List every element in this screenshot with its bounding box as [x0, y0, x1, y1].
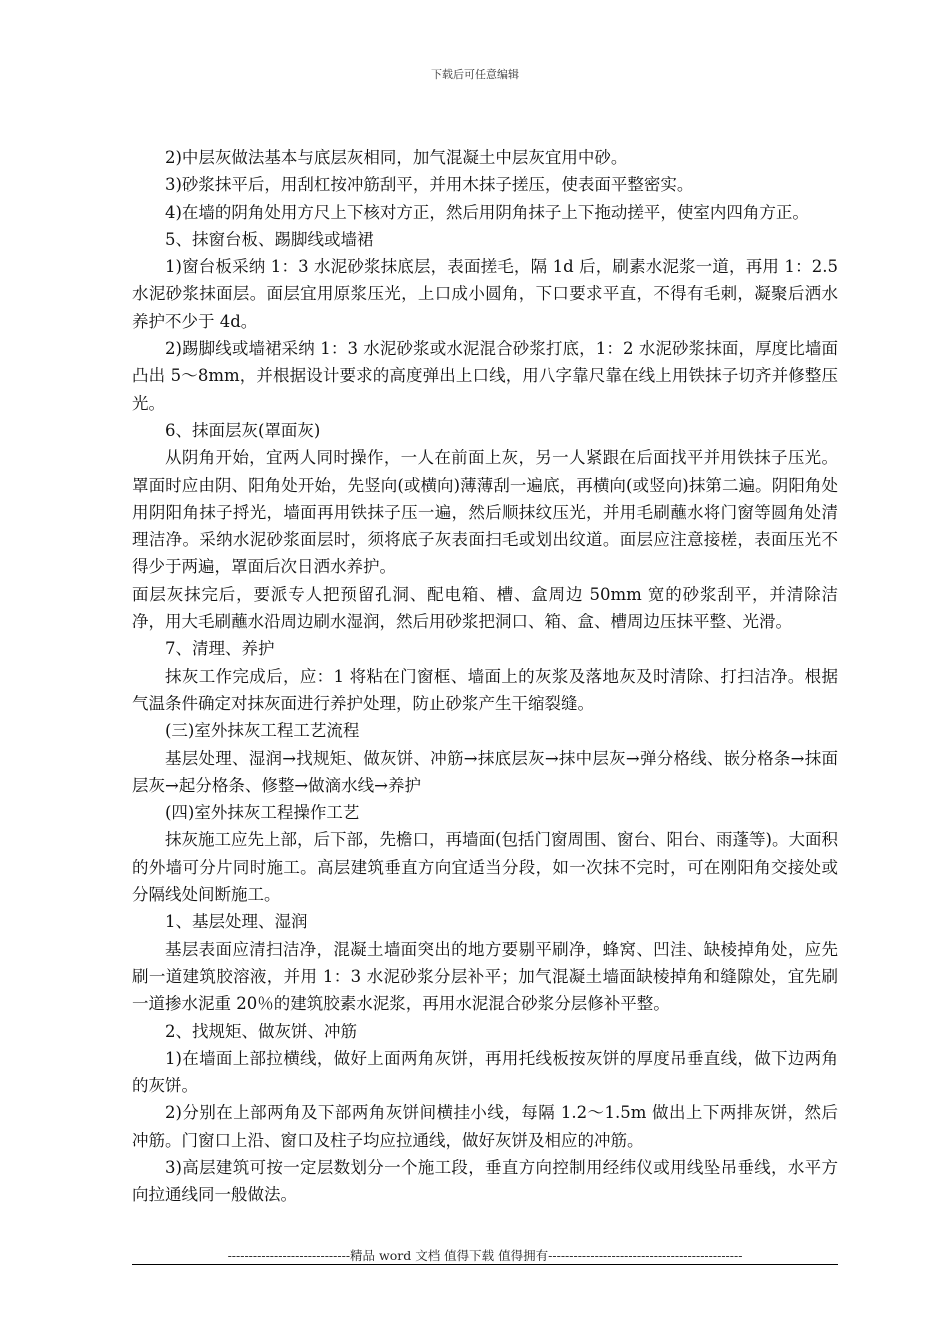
paragraph: 6、抹面层灰(罩面灰)	[165, 420, 321, 440]
paragraph: 1、基层处理、湿润	[165, 912, 308, 932]
paragraph: 基层处理、湿润→找规矩、做灰饼、冲筋→抹底层灰→抹中层灰→弹分格线、嵌分格条→抹面层灰→起分格条、修整→做滴水线→养护	[132, 748, 838, 795]
paragraph: 3)砂浆抹平后，用刮杠按冲筋刮平，并用木抹子搓压，使表面平整密实。	[165, 175, 694, 195]
paragraph: 7、清理、养护	[165, 639, 275, 659]
paragraph: 抹灰施工应先上部，后下部，先檐口，再墙面(包括门窗周围、窗台、阳台、雨蓬等)。大面积的外墙可分片同时施工。高层建筑垂直方向宜适当分段，如一次抹不完时，可在刚阳角交接处或分隔线处间断施工。	[132, 830, 838, 905]
paragraph: 4)在墙的阴角处用方尺上下核对方正，然后用阴角抹子上下拖动搓平，使室内四角方正。	[165, 202, 809, 222]
paragraph: 3)高层建筑可按一定层数划分一个施工段，垂直方向控制用经纬仪或用线坠吊垂线，水平方向拉通线同一般做法。	[132, 1157, 838, 1205]
paragraph: 2)踢脚线或墙裙采纳 1：3 水泥砂浆或水泥混合砂浆打底，1：2 水泥砂浆抹面，厚度比墙面凸出 5～8mm，并根据设计要求的高度弹出上口线，用八字靠尺靠在线上用铁抹子切齐并修整压光。	[132, 339, 838, 413]
paragraph: 面层灰抹完后，要派专人把预留孔洞、配电箱、槽、盒周边 50mm 宽的砂浆刮平，并清除洁净，用大毛刷蘸水沿周边刷水湿润，然后用砂浆把洞口、箱、盒、槽周边压抹平整、光滑。	[132, 584, 838, 632]
paragraph: 2)中层灰做法基本与底层灰相同，加气混凝土中层灰宜用中砂。	[165, 148, 628, 167]
footer-divider	[132, 1264, 838, 1265]
paragraph: 2)分别在上部两角及下部两角灰饼间横挂小线，每隔 1.2～1.5m 做出上下两排灰饼，然后冲筋。门窗口上沿、窗口及柱子均应拉通线，做好灰饼及相应的冲筋。	[132, 1103, 838, 1150]
paragraph: 1)在墙面上部拉横线，做好上面两角灰饼，再用托线板按灰饼的厚度吊垂直线，做下边两角的灰饼。	[132, 1048, 838, 1096]
paragraph: (四)室外抹灰工程操作工艺	[165, 803, 360, 823]
paragraph: 5、抹窗台板、踢脚线或墙裙	[165, 229, 374, 249]
paragraph: 2、找规矩、做灰饼、冲筋	[165, 1021, 357, 1041]
paragraph: 抹灰工作完成后，应：1 将粘在门窗框、墙面上的灰浆及落地灰及时清除、打扫洁净。根据气温条件确定对抹灰面进行养护处理，防止砂浆产生干缩裂缝。	[132, 666, 838, 713]
page-footer: -----------------------------精品 word 文档 值得下载 值得拥有----------------------------------------------	[227, 1248, 743, 1263]
paragraph: 1)窗台板采纳 1：3 水泥砂浆抹底层，表面搓毛，隔 1d 后，刷素水泥浆一道，再用 1：2.5 水泥砂浆抹面层。面层宜用原浆压光，上口成小圆角，下口要求平直，不得有毛刺，凝聚后洒水养护不少于 4d。	[132, 257, 838, 331]
paragraph: (三)室外抹灰工程工艺流程	[165, 721, 360, 741]
document-body	[132, 144, 838, 1209]
paragraph: 从阴角开始，宜两人同时操作，一人在前面上灰，另一人紧跟在后面找平并用铁抹子压光。罩面时应由阴、阳角处开始，先竖向(或横向)薄薄刮一遍底，再横向(或竖向)抹第二遍。阴阳角处用阴阳角抹子捋光，墙面再用铁抹子压一遍，然后顺抹纹压光，并用毛刷蘸水将门窗等圆角处清理洁净。采纳水泥砂浆面层时，须将底子灰表面扫毛或划出纹道。面层应注意接槎，表面压光不得少于两遍，罩面后次日洒水养护。	[132, 448, 838, 577]
paragraph: 基层表面应清扫洁净，混凝土墙面突出的地方要剔平刷净，蜂窝、凹洼、缺棱掉角处，应先刷一道建筑胶溶液，并用 1：3 水泥砂浆分层补平；加气混凝土墙面缺棱掉角和缝隙处，宜先刷一道掺水泥重 20％的建筑胶素水泥浆，再用水泥混合砂浆分层修补平整。	[132, 939, 838, 1014]
page-header: 下载后可任意编辑	[431, 68, 519, 81]
